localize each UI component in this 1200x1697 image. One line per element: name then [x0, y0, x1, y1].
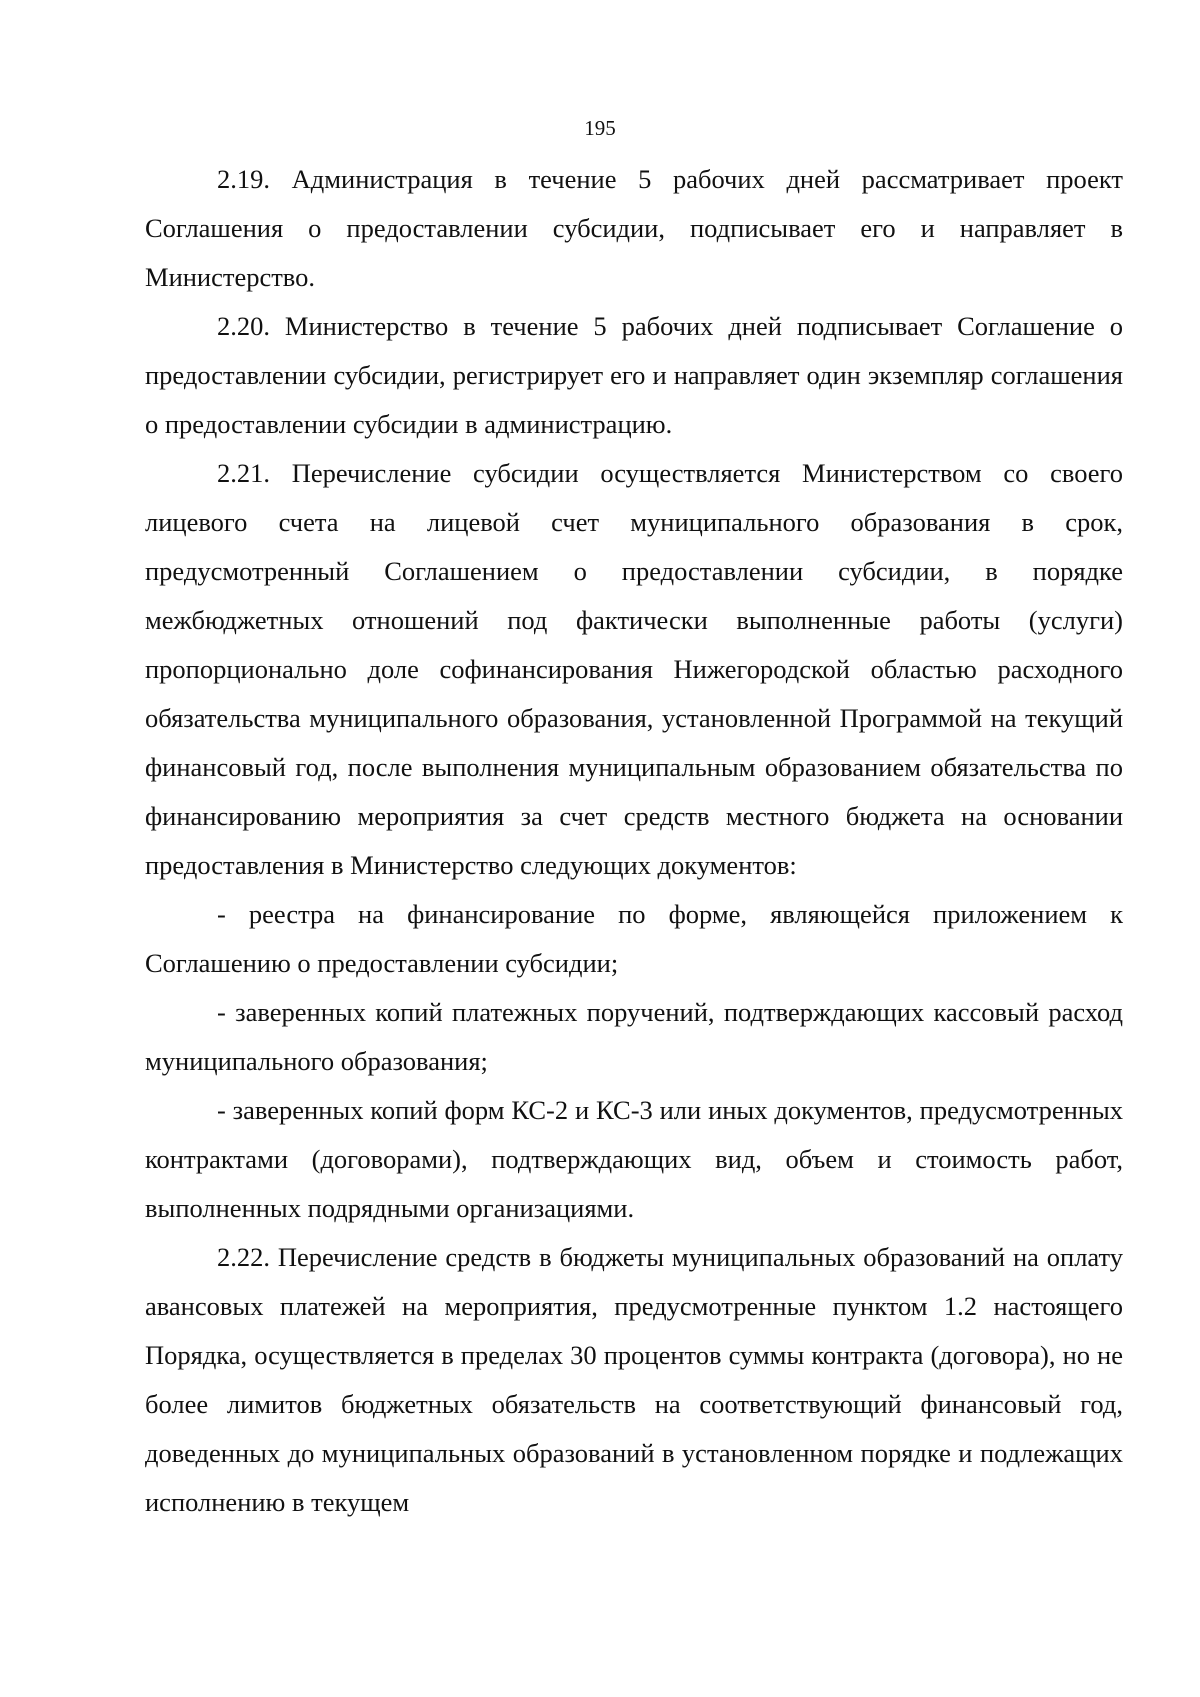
paragraph-2-22: 2.22. Перечисление средств в бюджеты муниципальных образований на оплату авансовых платежей на мероприятия, предусмотренные пунктом 1.2 настоящего Порядка, осуществляется в пределах 30 процентов суммы контракта (договора), но не более лимитов бюджетных обязательств на соответствующий финансовый год, доведенных до муниципальных образований в установленном порядке и подлежащих исполнению в текущем — [145, 1242, 1123, 1517]
paragraph-2-19: 2.19. Администрация в течение 5 рабочих дней рассматривает проект Соглашения о предоставлении субсидии, подписывает его и направляет в Министерство. — [145, 164, 1123, 292]
paragraph-2-20: 2.20. Министерство в течение 5 рабочих дней подписывает Соглашение о предоставлении субсидии, регистрирует его и направляет один экземпляр соглашения о предоставлении субсидии в администрацию. — [145, 311, 1123, 439]
paragraph-2-21: 2.21. Перечисление субсидии осуществляется Министерством со своего лицевого счета на лицевой счет муниципального образования в срок, предусмотренный Соглашением о предоставлении субсидии, в порядке межбюджетных отношений под фактически выполненные работы (услуги) пропорционально доле софинансирования Нижегородской областью расходного обязательства муниципального образования, установленной Программой на текущий финансовый год, после выполнения муниципальным образованием обязательства по финансированию мероприятия за счет средств местного бюджета на основании предоставления в Министерство следующих документов: — [145, 458, 1123, 880]
list-item-payment-orders: - заверенных копий платежных поручений, подтверждающих кассовый расход муниципального образования; — [145, 997, 1123, 1076]
document-body — [145, 155, 1123, 1527]
list-item-registry: - реестра на финансирование по форме, являющейся приложением к Соглашению о предоставлении субсидии; — [145, 899, 1123, 978]
page-number: 195 — [584, 116, 616, 140]
list-item-ks-forms: - заверенных копий форм КС-2 и КС-3 или иных документов, предусмотренных контрактами (договорами), подтверждающих вид, объем и стоимость работ, выполненных подрядными организациями. — [145, 1095, 1123, 1223]
